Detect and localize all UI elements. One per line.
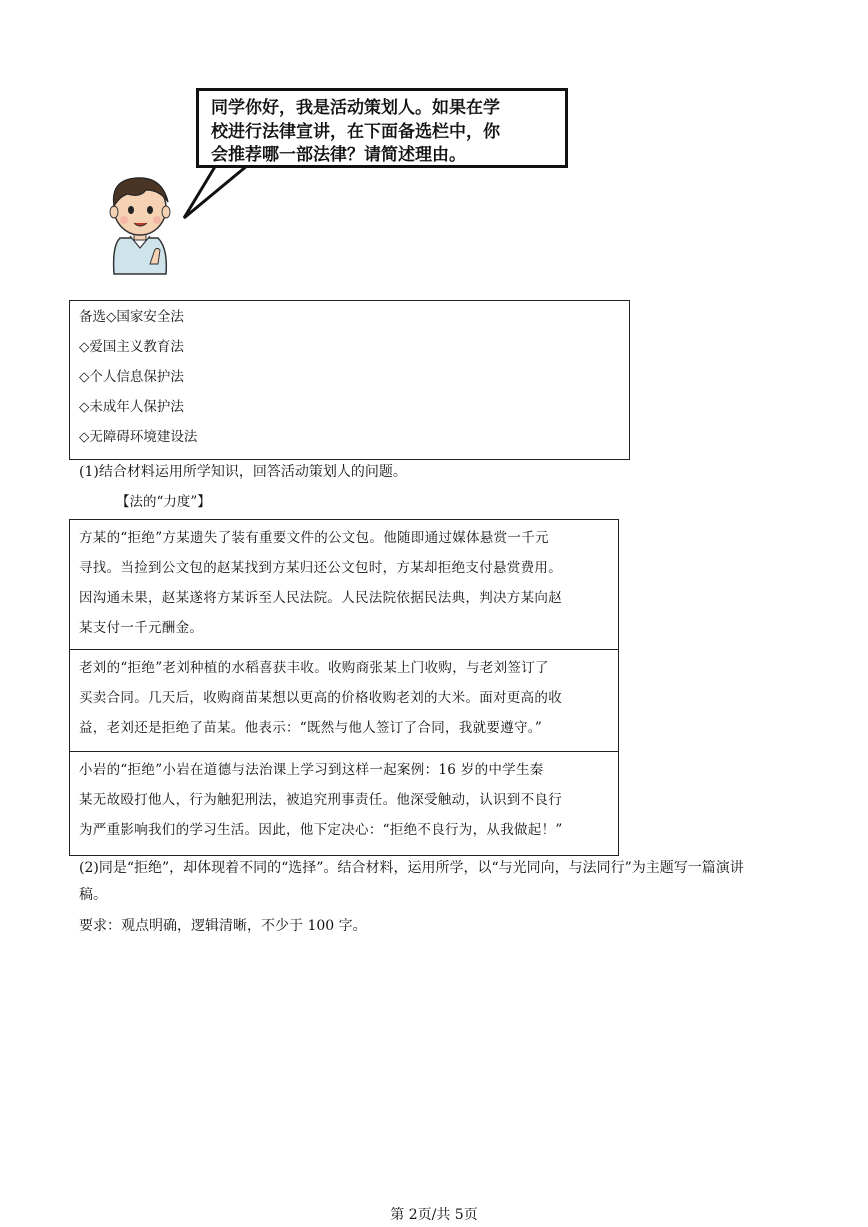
cases-table <box>69 520 619 856</box>
question-2-line: 稿。 <box>79 887 107 903</box>
option-item: ◇未成年人保护法 <box>79 399 184 415</box>
question-1: (1)结合材料运用所学知识，回答活动策划人的问题。 <box>79 464 407 480</box>
case-line: 某无故殴打他人，行为触犯刑法，被追究刑事责任。他深受触动，认识到不良行 <box>79 792 562 808</box>
case-line: 老刘的“拒绝”老刘种植的水稻喜获丰收。收购商张某上门收购，与老刘签订了 <box>79 660 549 676</box>
case-line: 某支付一千元酬金。 <box>79 620 204 636</box>
bubble-line: 会推荐哪一部法律？请简述理由。 <box>211 145 466 165</box>
case-line: 因沟通未果，赵某遂将方某诉至人民法院。人民法院依据民法典，判决方某向赵 <box>79 590 562 606</box>
section-title: 【法的“力度”】 <box>116 494 211 510</box>
case-line: 小岩的“拒绝”小岩在道德与法治课上学习到这样一起案例：16 岁的中学生秦 <box>79 762 544 778</box>
boy-character-icon <box>100 168 180 282</box>
bubble-line: 校进行法律宣讲，在下面备选栏中，你 <box>211 121 500 142</box>
speech-bubble-tail <box>180 164 260 224</box>
option-item: ◇个人信息保护法 <box>79 369 184 385</box>
case-line: 方某的“拒绝”方某遗失了装有重要文件的公文包。他随即通过媒体悬赏一千元 <box>79 530 549 546</box>
option-item: ◇爱国主义教育法 <box>79 339 184 355</box>
case-line: 买卖合同。几天后，收购商苗某想以更高的价格收购老刘的大米。面对更高的收 <box>79 690 562 706</box>
case-cell <box>69 649 619 752</box>
options-box <box>69 300 630 460</box>
option-item: 备选◇国家安全法 <box>79 309 184 325</box>
case-line: 益，老刘还是拒绝了苗某。他表示：“既然与他人签订了合同，我就要遵守。” <box>79 720 543 736</box>
question-2 <box>79 855 799 909</box>
bubble-line: 同学你好，我是活动策划人。如果在学 <box>211 98 500 118</box>
requirement: 要求：观点明确，逻辑清晰，不少于 100 字。 <box>79 918 367 934</box>
case-cell <box>69 751 619 856</box>
case-cell <box>69 519 619 650</box>
question-2-line: (2)同是“拒绝”，却体现着不同的“选择”。结合材料，运用所学，以“与光同向，与法同行”为主题写一篇演讲 <box>79 860 744 876</box>
option-item: ◇无障碍环境建设法 <box>79 429 198 445</box>
page-footer: 第 2页/共 5页 <box>390 1207 478 1223</box>
case-line: 为严重影响我们的学习生活。因此，他下定决心：“拒绝不良行为，从我做起！” <box>79 822 563 838</box>
case-line: 寻找。当捡到公文包的赵某找到方某归还公文包时，方某却拒绝支付悬赏费用。 <box>79 560 562 576</box>
speech-bubble <box>196 88 568 168</box>
